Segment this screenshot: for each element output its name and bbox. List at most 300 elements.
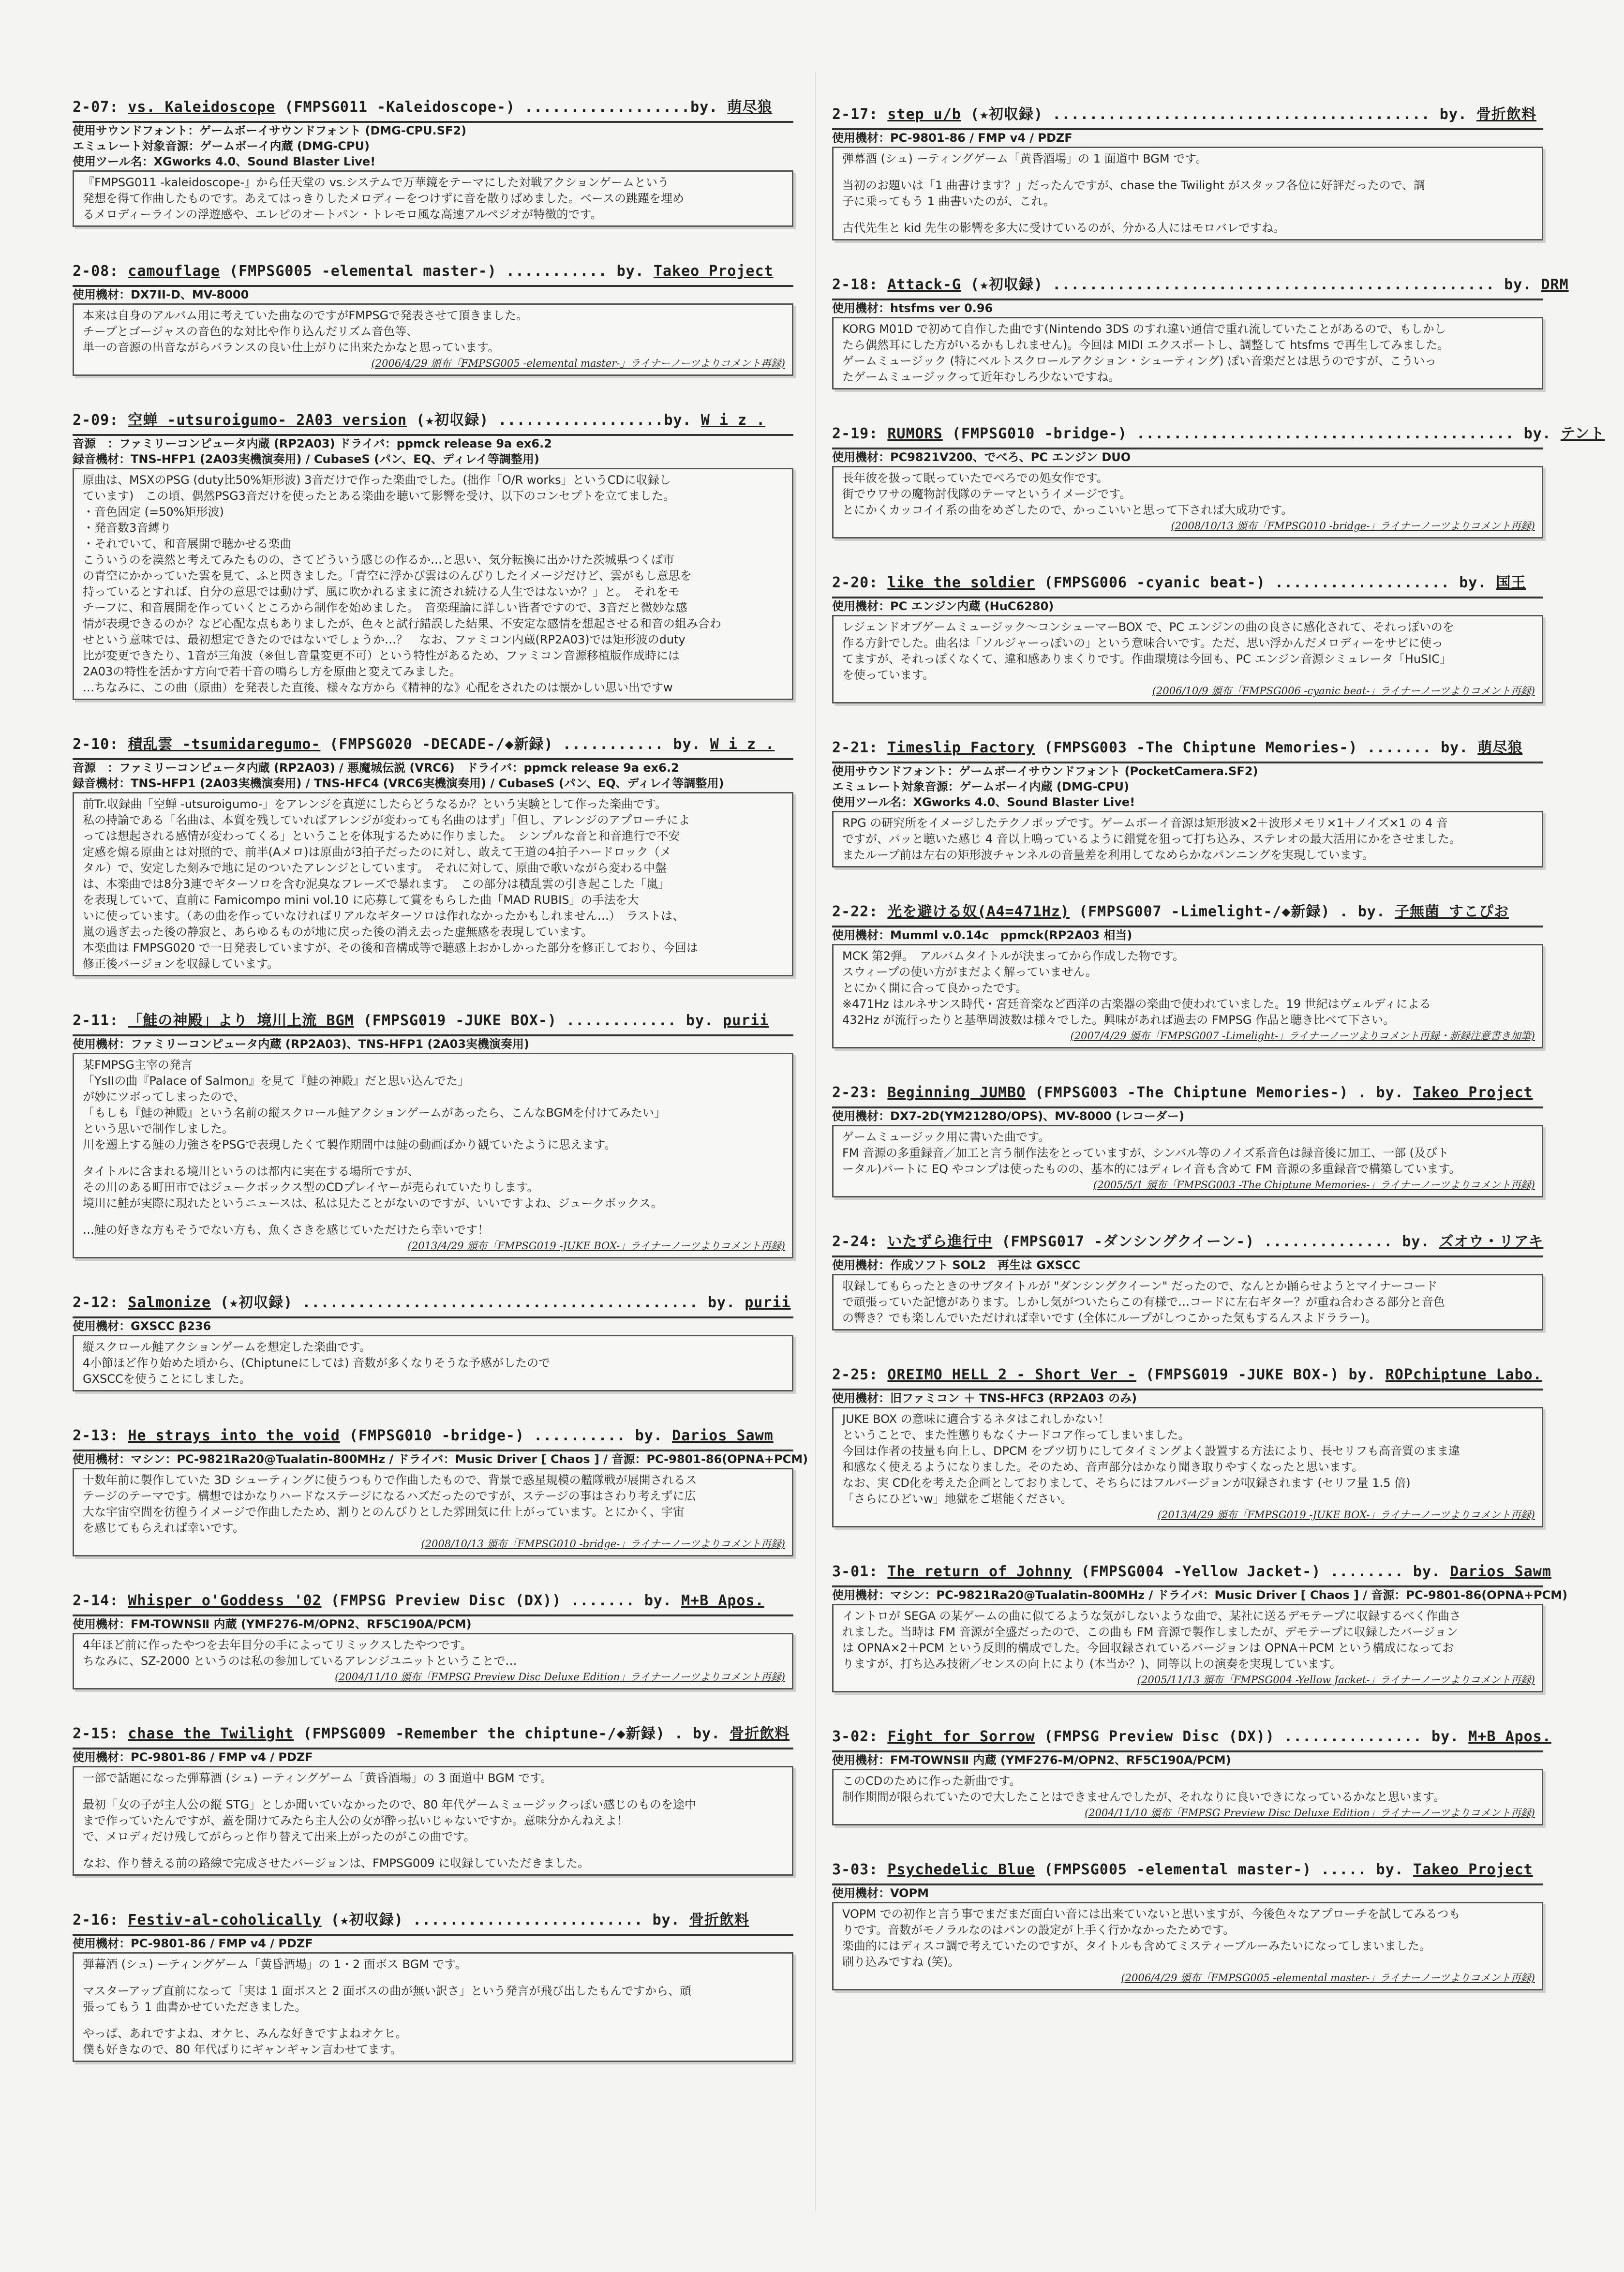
comment-line: 一部で話題になった弾幕酒 (シュ) ーティングゲーム「黄昏酒場」の 3 面道中 BGM です。 <box>83 1771 552 1785</box>
album-source: (FMPSG009 -Remember the chiptune-/◆新録) <box>303 1725 665 1742</box>
comment-box <box>73 303 793 376</box>
track-title: いたずら進行中 <box>887 1233 993 1250</box>
comment-line: 大な宇宙空間を彷徨うイメージで作曲したため、割りとのんびりとした雰囲気に仕上がっています。とにかく、宇宙 <box>83 1505 685 1519</box>
track-author: 子無菌 すこぴお <box>1394 903 1509 920</box>
equipment-line: 使用機材：DX7-2D(YM2128O/OPS)、MV-8000 (レコーダー) <box>832 1109 1184 1123</box>
track-number: 2-08: <box>73 263 119 280</box>
comment-line: ・発音数3音縛り <box>83 521 172 535</box>
comment-line: 嵐の過ぎ去った後の静寂と、あらゆるものが地に戻った後の消え去った虚無感を表現しています。 <box>83 925 593 939</box>
comment-line: とにかくカッコイイ系の曲をめざしたので、かっこいいと思って下されば大成功です。 <box>842 503 1293 517</box>
album-source: (FMPSG020 -DECADE-/◆新録) <box>329 736 553 753</box>
comment-line: 川を遡上する鮭の力強さをPSGで表現したくて製作期間中は鮭の動画ばかり観ていたように思えます。 <box>83 1138 616 1151</box>
track-entry <box>73 1723 793 1876</box>
track-heading <box>73 97 793 123</box>
comment-line: MCK 第2弾。 アルバムタイトルが決まってから作成した物です。 <box>842 949 1185 963</box>
paragraph-gap <box>842 209 1535 220</box>
center-fold <box>815 73 816 2211</box>
comment-line: たら偶然耳にした方がいるかもしれません)。今回は MIDI エクスポートし、調整して htsfms で再生してみました。 <box>842 338 1449 352</box>
comment-line: FM 音源の多重録音／加工と言う制作法をとっていますが、シンバル等のノイズ系音色は録音後に加工、一部 (及びト <box>842 1146 1449 1160</box>
comment-line: …ちなみに、この曲（原曲）を発表した直後、様々な方から《精神的な》心配をされたのは懐かしい思い出ですw <box>83 681 673 694</box>
paragraph-gap <box>83 1211 785 1222</box>
comment-line: りです。音数がモノラルなのはパンの設定が上手く行かなかったためです。 <box>842 1923 1235 1937</box>
track-entry <box>73 1292 793 1391</box>
track-entry <box>832 423 1605 538</box>
comment-line: 本来は自身のアルバム用に考えていた曲なのですがFMPSGで発表させて頂きました。 <box>83 309 528 322</box>
leader-dots: ............ by. <box>557 1012 714 1029</box>
track-title: camouflage <box>128 263 220 280</box>
leader-dots: . by. <box>665 1725 721 1742</box>
comment-box <box>73 170 793 227</box>
comment-line: ータル)パートに EQ やコンプは使ったものの、基本的にはディレイ音も含めて FM 音源の多重録音で構築しています。 <box>842 1162 1461 1176</box>
comment-line: という思いで制作しました。 <box>83 1122 234 1136</box>
comment-line: 『FMPSG011 -kaleidoscope-』から任天堂の vs.システムで万華鏡をテーマにした対戦アクションゲームという <box>83 176 670 189</box>
track-heading <box>832 1859 1543 1885</box>
equipment-line: 使用機材：GXSCC β236 <box>73 1319 211 1333</box>
track-heading <box>73 1910 793 1936</box>
track-heading <box>832 737 1543 763</box>
equipment-line: 使用サウンドフォント：ゲームボーイサウンドフォント (PocketCamera.SF2) <box>832 764 1258 778</box>
comment-line: VOPM での初作と言う事でまだまだ面白い音には出来ていないと思いますが、今後色々なアプローチを試してみるつも <box>842 1907 1460 1921</box>
track-author: ズオウ・リアキ <box>1439 1233 1544 1250</box>
track-number: 2-20: <box>832 574 879 591</box>
track-title: He strays into the void <box>128 1427 340 1444</box>
comment-box <box>832 944 1543 1048</box>
comment-line: を使っています。 <box>842 668 935 682</box>
comment-line: 「さらにひどいw」地獄をご堪能ください。 <box>842 1492 1073 1506</box>
leader-dots: ........... by. <box>496 263 644 280</box>
track-heading <box>73 261 793 287</box>
comment-line: このCDのために作った新曲です。 <box>842 1774 1021 1788</box>
track-entry <box>73 97 793 227</box>
comment-line: ています) この頃、偶然PSG3音だけを使ったとある楽曲を聴いて影響を受け、以下のコンセプトを立てました。 <box>83 489 675 503</box>
equipment-line: 使用サウンドフォント：ゲームボーイサウンドフォント (DMG-CPU.SF2) <box>73 124 467 137</box>
comment-line: こういうのを漠然と考えてみたものの、さてどういう感じの作るか…と思い、気分転換に出かけた茨城県つくば市 <box>83 553 675 567</box>
paragraph-gap <box>83 1973 785 1983</box>
comment-line: …鮭の好きな方もそうでない方も、魚くさきを感じていただけたら幸いです！ <box>83 1223 489 1237</box>
comment-line: 4年ほど前に作ったやつを去年目分の手によってリミックスしたやつです。 <box>83 1638 472 1652</box>
equipment-line: 使用機材：PC-9801-86 / FMP v4 / PDZF <box>832 131 1073 145</box>
track-title: like the soldier <box>887 574 1035 591</box>
track-heading <box>832 1231 1543 1257</box>
comment-line: 刷り込みですね (笑)。 <box>842 1955 960 1969</box>
comment-line: 情が表現できるのか？など心配な点もありましたが、色々と試行錯誤した結果、不安定な感情を想起させる和音の組み合わ <box>83 617 721 630</box>
leader-dots: ......................... by. <box>403 1912 680 1928</box>
track-number: 2-14: <box>73 1592 119 1609</box>
equipment-line: 使用機材：Mumml v.0.14c ppmck(RP2A03 相当) <box>832 928 1132 942</box>
track-heading <box>73 1010 793 1036</box>
track-author: W i z . <box>700 412 766 429</box>
comment-line: 4小節ほど作り始めた頃から、(Chiptuneにしては) 音数が多くなりそうな予感がしたので <box>83 1356 551 1370</box>
track-heading <box>832 901 1543 927</box>
track-entry <box>832 1561 1568 1692</box>
comment-line: 張ってもう 1 曲書かせていただきました。 <box>83 2000 307 2014</box>
comment-line: 古代先生と kid 先生の影響を多大に受けているのが、分かる人にはモロバレですね。 <box>842 221 1285 235</box>
comment-line: 「もしも『鮭の神殿』という名前の縦スクロール鮭アクションゲームがあったら、こんなBGMを付けてみたい」 <box>83 1106 666 1120</box>
comment-line: 縦スクロール鮭アクションゲームを想定した楽曲です。 <box>83 1340 371 1354</box>
credit-note: (2013/4/29 頒布「FMPSG019 -JUKE BOX-」ライナーノーツよりコメント再録) <box>407 1240 785 1252</box>
track-number: 3-03: <box>832 1861 879 1878</box>
track-author: テント <box>1560 425 1605 442</box>
track-title: vs. Kaleidoscope <box>128 99 276 116</box>
equipment-line: 使用機材：htsfms ver 0.96 <box>832 301 993 315</box>
comment-box <box>832 1274 1543 1330</box>
comment-line: 十数年前に製作していた 3D シューティングに使うつもりで作曲したもので、背景で惑星規模の艦隊戦が展開されるス <box>83 1473 697 1487</box>
track-entry <box>832 1726 1551 1825</box>
credit-note: (2008/10/13 頒布「FMPSG010 -bridge-」ライナーノーツよりコメント再録) <box>421 1538 785 1550</box>
comment-line: せという意味では、最初想定できたのではないでしょうか…？ なお、ファミコン内蔵(RP2A03)では矩形波のduty <box>83 633 685 646</box>
album-source: (FMPSG006 -cyanic beat-) <box>1044 574 1266 591</box>
comment-box <box>832 466 1543 538</box>
track-title: step u/b <box>887 106 961 123</box>
album-source: (FMPSG005 -elemental master-) <box>1044 1861 1312 1878</box>
leader-dots: ................................................ by. <box>1043 276 1532 293</box>
album-source: (FMPSG017 -ダンシングクイーン-) <box>1001 1233 1255 1250</box>
track-entry <box>832 1364 1543 1527</box>
track-heading <box>73 734 793 760</box>
comment-line: ゲームミュージック (特にベルトスクロールアクション・シューティング) ぽい音楽だとは思うのですが、こういっ <box>842 354 1437 368</box>
comment-line: とにかく開に合って良かったです。 <box>842 981 1028 995</box>
album-source: (FMPSG007 -Limelight-/◆新録) <box>1079 903 1330 920</box>
comment-line: が妙にツボってしまったので、 <box>83 1090 245 1104</box>
album-source: (FMPSG005 -elemental master-) <box>229 263 497 280</box>
track-number: 2-25: <box>832 1366 879 1383</box>
comment-line: たゲームミュージックって近年むしろ少ないですね。 <box>842 370 1120 384</box>
comment-line: またループ前は左右の矩形波チャンネルの音量差を利用してなめらかなパンニングを実現しています。 <box>842 848 1374 862</box>
leader-dots: ........................................... by. <box>293 1294 736 1311</box>
comment-line: は、本楽曲では8分3連でギターソロを含む泥臭なフレーズで暴れます。 この部分は積乱雲の引き起こした「嵐」 <box>83 877 670 891</box>
track-title: 空蝉 -utsuroigumo- 2A03 version <box>128 412 407 429</box>
track-heading <box>73 1590 793 1616</box>
album-source: (★初収録) <box>330 1912 403 1928</box>
credit-note: (2006/4/29 頒布「FMPSG005 -elemental master-」ライナーノーツよりコメント再録) <box>371 358 785 369</box>
track-number: 2-17: <box>832 106 879 123</box>
comment-box <box>73 792 793 976</box>
equipment-line: エミュレート対象音源：ゲームボーイ内蔵 (DMG-CPU) <box>832 780 1129 793</box>
track-title: Whisper o'Goddess '02 <box>128 1592 322 1609</box>
track-entry <box>73 261 793 376</box>
comment-line: を表現していて、直前に Famicompo mini vol.10 に応募して賞をもらした曲「MAD RUBIS」の手法を大 <box>83 893 639 907</box>
comment-line: タイトルに含まれる境川というのは都内に実在する場所ですが、 <box>83 1165 419 1178</box>
comment-line: ・それでいて、和音展開で聴かせる楽曲 <box>83 537 292 551</box>
track-title: chase the Twilight <box>128 1725 294 1742</box>
track-author: Takeo Project <box>1413 1861 1533 1878</box>
comment-line: 432Hz が流行ったりと基準周波数は様々でした。興味があれば過去の FMPSG 作品と聴き比べて下さい。 <box>842 1013 1395 1027</box>
equipment-line: 使用機材：マシン：PC-9821Ra20@Tualatin-800MHz / ドライバ：Music Driver [ Chaos ] / 音源：PC-9801-86(OPNA+PCM) <box>73 1452 808 1466</box>
comment-line: チーフに、和音展開を作っていくところから制作を始めました。 音楽理論に詳しい皆者ですので、3音だと微妙な感 <box>83 601 687 614</box>
leader-dots: ..................by. <box>489 412 692 429</box>
track-title: Salmonize <box>128 1294 211 1311</box>
track-heading <box>832 1082 1543 1108</box>
comment-line: 長年彼を扱って眠っていたでべろでの処女作です。 <box>842 471 1108 485</box>
track-author: Darios Sawm <box>1450 1563 1551 1580</box>
leader-dots: .............. by. <box>1254 1233 1430 1250</box>
equipment-line: 使用機材：DX7II-D、MV-8000 <box>73 288 249 301</box>
track-author: purii <box>723 1012 769 1029</box>
paragraph-gap <box>83 1845 785 1855</box>
track-title: Psychedelic Blue <box>887 1861 1035 1878</box>
paragraph-gap <box>83 1786 785 1797</box>
comment-line: その川のある町田市ではジュークボックス型のCDプレイヤーが売られていたりします。 <box>83 1181 539 1194</box>
comment-line: 定感を煽る原曲とは対照的で、前半(Aメロ)は原曲が3拍子だったのに対し、敢えて王道の4拍子ハードロック（メ <box>83 845 671 859</box>
comment-line: なお、作り替える前の路線で完成させたバージョンは、FMPSG009 に収録していただきました。 <box>83 1856 590 1870</box>
comment-box <box>832 1902 1543 1990</box>
equipment-line: 使用ツール名：XGworks 4.0、Sound Blaster Live! <box>73 155 376 168</box>
leader-dots: ....... by. <box>1357 739 1469 756</box>
leader-dots: ................... by. <box>1265 574 1487 591</box>
track-entry <box>832 737 1543 867</box>
track-title: Attack-G <box>887 276 961 293</box>
left-column <box>73 97 808 2096</box>
comment-line: タル）で、安定した刻みで地に足のついたアレンジとしています。 それに対して、原曲で歌いながら変わる中盤 <box>83 861 667 875</box>
track-entry <box>832 274 1569 389</box>
track-number: 2-12: <box>73 1294 119 1311</box>
track-heading <box>73 1292 793 1318</box>
credit-note: (2006/10/9 頒布「FMPSG006 -cyanic beat-」ライナーノーツよりコメント再録) <box>1152 685 1535 697</box>
comment-line: ということで、また性懲りもなくナードコア作ってしまいました。 <box>842 1428 1190 1442</box>
track-number: 2-18: <box>832 276 879 293</box>
comment-box <box>832 1407 1543 1527</box>
comment-box <box>832 1125 1543 1197</box>
comment-line: るメロディーラインの浮遊感や、エレピのオートパン・トレモロ風な高速アルペジオが特徴的です。 <box>83 208 602 221</box>
comment-line: やっぱ、あれですよね、オケヒ、みんな好きですよねオケヒ。 <box>83 2027 407 2040</box>
comment-line: の青空にかかっていた雲を見て、ふと閃きました。「青空に浮かび雲はのんびりしたイメージだけど、雲がもし意思を <box>83 569 692 583</box>
track-entry <box>832 1231 1543 1330</box>
comment-line: 当初のお題いは「1 曲書けます？」だったんですが、chase the Twilight がスタッフ各位に好評だったので、調 <box>842 179 1426 192</box>
track-entry <box>832 104 1543 240</box>
comment-box <box>73 1952 793 2062</box>
track-heading <box>73 1425 793 1451</box>
credit-note: (2013/4/29 頒布「FMPSG019 -JUKE BOX-」ライナーノーツよりコメント再録) <box>1157 1509 1535 1521</box>
comment-line: 収録してもらったときのサブタイトルが "ダンシングクイーン" だったので、なんとか踊らせようとマイナーコード <box>842 1279 1438 1293</box>
album-source: (FMPSG004 -Yellow Jacket-) <box>1081 1563 1321 1580</box>
comment-line: 楽曲的にはディスコ調で考えていたのですが、タイトルも含めてミスティーブルーみたいになってしまいました。 <box>842 1939 1431 1953</box>
track-entry <box>832 572 1543 703</box>
track-number: 2-16: <box>73 1912 119 1928</box>
equipment-line: 使用機材：PC9821V200、でべろ、PC エンジン DUO <box>832 450 1131 464</box>
comment-line: 弾幕酒 (シュ) ーティングゲーム「黄昏酒場」の 1 面道中 BGM です。 <box>842 152 1207 165</box>
album-source: (FMPSG019 -JUKE BOX-) <box>363 1012 557 1029</box>
track-author: 萌尽狼 <box>727 99 773 116</box>
track-heading <box>832 1364 1543 1390</box>
comment-line: 某FMPSG主宰の発言 <box>83 1058 193 1072</box>
album-source: (FMPSG010 -bridge-) <box>349 1427 525 1444</box>
track-number: 2-24: <box>832 1233 879 1250</box>
comment-line: チープとゴージャスの音色的な対比や作り込んだリズム音色等、 <box>83 325 418 338</box>
comment-line: 「YsIIの曲『Palace of Salmon』を見て『鮭の神殿』だと思い込んでた」 <box>83 1074 470 1088</box>
comment-line: は OPNA×2＋PCM という反則的構成でした。今回収録されているバージョンは OPNA＋PCM という構成になってお <box>842 1641 1454 1655</box>
track-heading <box>832 572 1543 598</box>
comment-box <box>73 1053 793 1258</box>
comment-line: 作る方針でした。曲名は「ソルジャーっぽいの」という意味合いです。ただ、思い浮かんだメロディーをサビに使っ <box>842 636 1444 650</box>
track-title: 積乱雲 -tsumidaregumo- <box>128 736 321 753</box>
credit-note: (2007/4/29 頒布「FMPSG007 -Limelight-」ライナーノーツよりコメント再録・新録注意書き加筆) <box>1070 1030 1535 1042</box>
track-number: 2-23: <box>832 1084 879 1101</box>
track-author: 萌尽狼 <box>1477 739 1523 756</box>
track-heading <box>832 1726 1551 1752</box>
track-number: 2-22: <box>832 903 879 920</box>
equipment-line: 使用機材：VOPM <box>832 1886 929 1900</box>
equipment-line: 使用機材：PC-9801-86 / FMP v4 / PDZF <box>73 1937 313 1950</box>
comment-line: なお、実 CD化を考えた企画としておりまして、そちらにはフルバージョンが収録されます (セリフ量 1.5 倍) <box>842 1476 1411 1490</box>
equipment-line: 使用機材：作成ソフト SOL2 再生は GXSCC <box>832 1258 1081 1272</box>
leader-dots: ......................................... by. <box>1043 106 1467 123</box>
comment-box <box>73 1468 793 1556</box>
track-author: Takeo Project <box>653 263 774 280</box>
track-number: 2-07: <box>73 99 119 116</box>
track-author: DRM <box>1541 276 1569 293</box>
album-source: (FMPSG011 -Kaleidoscope-) <box>284 99 515 116</box>
comment-box <box>73 1633 793 1689</box>
track-number: 2-21: <box>832 739 879 756</box>
equipment-line: 使用機材：PC エンジン内蔵 (HuC6280) <box>832 599 1054 613</box>
comment-line: ちなみに、SZ-2000 というのは私の参加しているアレンジユニットということで… <box>83 1654 517 1668</box>
comment-line: KORG M01D で初めて自作した曲です(Nintendo 3DS のすれ違い通信で重れ流していたことがあるので、もしかし <box>842 322 1446 336</box>
comment-line: 比が変更できたり、1音が三角波（※但し音量変更不可）という特性があるため、ファミコン音源移植版作成時には <box>83 649 680 662</box>
track-number: 2-09: <box>73 412 119 429</box>
album-source: (FMPSG010 -bridge-) <box>952 425 1127 442</box>
track-heading <box>832 423 1605 449</box>
track-author: M+B Apos. <box>1468 1728 1551 1745</box>
comment-line: スウィープの使い方がまだよく解っていません。 <box>842 965 1097 979</box>
leader-dots: ..... by. <box>1311 1861 1404 1878</box>
equipment-line: 使用機材：FM-TOWNSⅡ 内蔵 (YMF276-M/OPN2、RF5C190A/PCM) <box>832 1753 1231 1767</box>
track-entry <box>832 901 1543 1048</box>
comment-line: イントロが SEGA の某ゲームの曲に似てるような気がしないような曲で、某社に送るデモテープに収録するべく作曲さ <box>842 1609 1461 1623</box>
equipment-line: 使用機材：FM-TOWNSⅡ 内蔵 (YMF276-M/OPN2、RF5C190A/PCM) <box>73 1617 472 1631</box>
track-number: 3-02: <box>832 1728 879 1745</box>
comment-line: 修正後バージョンを収録しています。 <box>83 957 279 971</box>
comment-line: ゲームミュージック用に書いた曲です。 <box>842 1130 1050 1144</box>
album-source: (FMPSG Preview Disc (DX)) <box>1044 1728 1275 1745</box>
credit-note: (2008/10/13 頒布「FMPSG010 -bridge-」ライナーノーツよりコメント再録) <box>1171 520 1535 532</box>
comment-line: れました。当時は FM 音源が全盛だったので、この曲も FM 音源で製作しましたが、デモテープに収録したバージョン <box>842 1625 1458 1639</box>
album-source: (FMPSG Preview Disc (DX)) <box>330 1592 562 1609</box>
leader-dots: ............... by. <box>1274 1728 1460 1745</box>
comment-line: っては想起される感情が変わってくる」ということを体現するために作りました。 シンプルな音と和音進行で不安 <box>83 829 680 843</box>
equipment-line: 録音機材：TNS-HFP1 (2A03実機演奏用) / TNS-HFC4 (VRC6実機演奏用) / CubaseS (パン、EQ、ディレイ等調整用) <box>73 777 724 790</box>
track-title: 「鮭の神殿」より 境川上流 BGM <box>128 1012 354 1029</box>
track-title: The return of Johnny <box>887 1563 1072 1580</box>
track-title: 光を避ける奴(A4=471Hz) <box>887 903 1070 920</box>
track-author: 骨折飲料 <box>1476 106 1537 123</box>
track-entry <box>73 1590 793 1689</box>
track-entry <box>73 734 793 976</box>
paragraph-gap <box>83 2015 785 2026</box>
track-author: Darios Sawm <box>672 1427 774 1444</box>
comment-line: 和感なく使えるようになりました。そのため、音声部分はかなり聞き取りやすくなったと思います。 <box>842 1460 1364 1474</box>
equipment-line: 使用機材：マシン：PC-9821Ra20@Tualatin-800MHz / ドライバ：Music Driver [ Chaos ] / 音源：PC-9801-86(OPNA+PCM) <box>832 1588 1568 1602</box>
comment-box <box>73 468 793 700</box>
track-heading <box>832 274 1569 300</box>
comment-line: 境川に鮭が実際に現れたというニュースは、私は見たことがないのですが、いいですよね、ジュークボックス。 <box>83 1196 663 1210</box>
album-source: (FMPSG003 -The Chiptune Memories-) <box>1035 1084 1349 1101</box>
track-entry <box>832 1859 1543 1990</box>
comment-line: JUKE BOX の意味に適合するネタはこれしかない！ <box>842 1412 1110 1426</box>
comment-line: 子に乗ってもう 1 曲書いたのが、これ。 <box>842 194 1055 208</box>
track-heading <box>73 1723 793 1749</box>
leader-dots: ........... by. <box>553 736 701 753</box>
comment-box <box>832 147 1543 240</box>
track-title: RUMORS <box>887 425 943 442</box>
comment-line: ですが、パッと聴いた感じ 4 音以上鳴っているように錯覚を狙って打ち込み、ステレオの最大活用にかをさせました。 <box>842 832 1461 846</box>
equipment-line: 音源 ：ファミリーコンピュータ内蔵 (RP2A03) / 悪魔城伝説 (VRC6) ドライバ：ppmck release 9a ex6.2 <box>73 761 679 775</box>
credit-note: (2004/11/10 頒布「FMPSG Preview Disc Deluxe Edition」ライナーノーツよりコメント再録) <box>1085 1807 1535 1819</box>
leader-dots: ....... by. <box>561 1592 672 1609</box>
track-number: 2-11: <box>73 1012 119 1029</box>
comment-line: 制作期間が限られていたので大したことはできませんでしたが、それなりに良いできになっているかなと思います。 <box>842 1790 1445 1804</box>
comment-line: 本楽曲は FMPSG020 で一日発表していますが、その後和音構成等で聴感上おかしかった部分を修正しており、今回は <box>83 941 698 955</box>
comment-line: 単一の音源の出音ながらバランスの良い仕上がりに出来たかなと思っています。 <box>83 341 500 354</box>
comment-line: 持っているとすれば、自分の意思では動けず、風に吹かれるままに流され続ける人生ではないか？」と。 それをモ <box>83 585 680 598</box>
comment-line: てますが、それっぽくなくて、違和感ありまくりです。作曲環境は今回も、PC エンジン音源シミュレータ「HuSIC」 <box>842 652 1452 666</box>
comment-line: GXSCCを使うことにしました。 <box>83 1372 251 1386</box>
comment-line: まで作っていたんですが、蓋を開けてみたら主人公の女が酔っ払いじゃないですか。意味分かんねえよ！ <box>83 1814 628 1827</box>
leader-dots: . by. <box>1348 1084 1404 1101</box>
comment-line: ※471Hz はルネサンス時代・宮廷音楽など西洋の古楽器の楽曲で使われていました。19 世紀はヴェルディによる <box>842 997 1431 1011</box>
track-number: 2-13: <box>73 1427 119 1444</box>
track-author: 国王 <box>1496 574 1526 591</box>
comment-box <box>832 1604 1543 1692</box>
comment-line: で、メロディだけ残してがらっと作り替えて出来上がったのがこの曲です。 <box>83 1830 476 1843</box>
track-entry <box>832 1082 1543 1197</box>
equipment-line: エミュレート対象音源：ゲームボーイ内蔵 (DMG-CPU) <box>73 139 370 153</box>
comment-line: 街でウワサの魔物討伐隊のテーマというイメージです。 <box>842 487 1132 501</box>
track-number: 3-01: <box>832 1563 879 1580</box>
comment-line: テージのテーマです。構想ではかなりハードなステージになるハズだったのですが、ステージの事はさわり考えずに広 <box>83 1489 696 1503</box>
comment-line: 今回は作者の技量も向上し、DPCM をブツ切りにしてタイミングよく設置する方法により、長セリフも高音質のまま違 <box>842 1444 1460 1458</box>
leader-dots: ..................by. <box>515 99 718 116</box>
leader-dots: .......... by. <box>524 1427 663 1444</box>
leader-dots: by. <box>1339 1366 1376 1383</box>
track-heading <box>832 104 1543 130</box>
track-title: Festiv-al-coholically <box>128 1912 322 1928</box>
comment-line: レジェンドオブゲームミュージック～コンシューマーBOX で、PC エンジンの曲の良さに感化されて、それっぽいのを <box>842 620 1454 634</box>
track-entry <box>73 1910 793 2062</box>
comment-line: 2A03の特性を活かす方向で若干音の鳴らし方を原曲と変えてみました。 <box>83 665 462 678</box>
comment-line: で頑張っていた記憶があります。しかし気がついたらこの有様で…コードに左右ギター？が重ね合わさる部分と音色 <box>842 1295 1445 1309</box>
album-source: (★初収録) <box>970 106 1043 123</box>
track-entry <box>73 1425 808 1556</box>
comment-line: 前Tr.収録曲「空蝉 -utsuroigumo-」をアレンジを真逆にしたらどうなるか？という実験として作った楽曲です。 <box>83 797 667 811</box>
equipment-line: 使用ツール名：XGworks 4.0、Sound Blaster Live! <box>832 795 1135 809</box>
comment-line: RPG の研究所をイメージしたテクノポップです。ゲームボーイ音源は矩形波×2＋波形メモリ×1＋ノイズ×1 の 4 音 <box>842 816 1448 830</box>
leader-dots: ......................................... by. <box>1127 425 1551 442</box>
track-author: purii <box>745 1294 791 1311</box>
comment-box <box>73 1766 793 1876</box>
comment-line: 原曲は、MSXのPSG (duty比50%矩形波) 3音だけで作った楽曲でした。(拙作「O/R works」というCDに収録し <box>83 473 671 487</box>
equipment-line: 音源 ：ファミリーコンピュータ内蔵 (RP2A03) ドライバ：ppmck release 9a ex6.2 <box>73 437 552 450</box>
paragraph-gap <box>83 1153 785 1164</box>
credit-note: (2004/11/10 頒布「FMPSG Preview Disc Deluxe Edition」ライナーノーツよりコメント再録) <box>335 1671 785 1683</box>
album-source: (★初収録) <box>220 1294 293 1311</box>
comment-line: を感じてもらえれば幸いです。 <box>83 1521 245 1535</box>
album-source: (★初収録) <box>416 412 489 429</box>
leader-dots: . by. <box>1330 903 1386 920</box>
track-author: W i z . <box>710 736 775 753</box>
paragraph-gap <box>842 167 1535 178</box>
comment-line: ・音色固定 (=50%矩形波) <box>83 505 224 519</box>
track-number: 2-15: <box>73 1725 119 1742</box>
comment-line: 私の持論である「名曲は、本質を残していればアレンジが変わっても名曲のはず」「但し、アレンジのアプローチによ <box>83 813 690 827</box>
leader-dots: ........ by. <box>1321 1563 1441 1580</box>
track-title: Beginning JUMBO <box>887 1084 1026 1101</box>
credit-note: (2005/5/1 頒布「FMPSG003 -The Chiptune Memories-」ライナーノーツよりコメント再録) <box>1093 1179 1535 1191</box>
track-number: 2-10: <box>73 736 119 753</box>
equipment-line: 使用機材：ファミリーコンピュータ内蔵 (RP2A03)、TNS-HFP1 (2A03実機演奏用) <box>73 1037 529 1051</box>
credit-note: (2006/4/29 頒布「FMPSG005 -elemental master-」ライナーノーツよりコメント再録) <box>1121 1972 1535 1984</box>
comment-line: 最初「女の子が主人公の縦 STG」としか聞いていなかったので、80 年代ゲームミュージックっぽい感じのものを途中 <box>83 1798 696 1811</box>
track-author: 骨折飲料 <box>689 1912 749 1928</box>
